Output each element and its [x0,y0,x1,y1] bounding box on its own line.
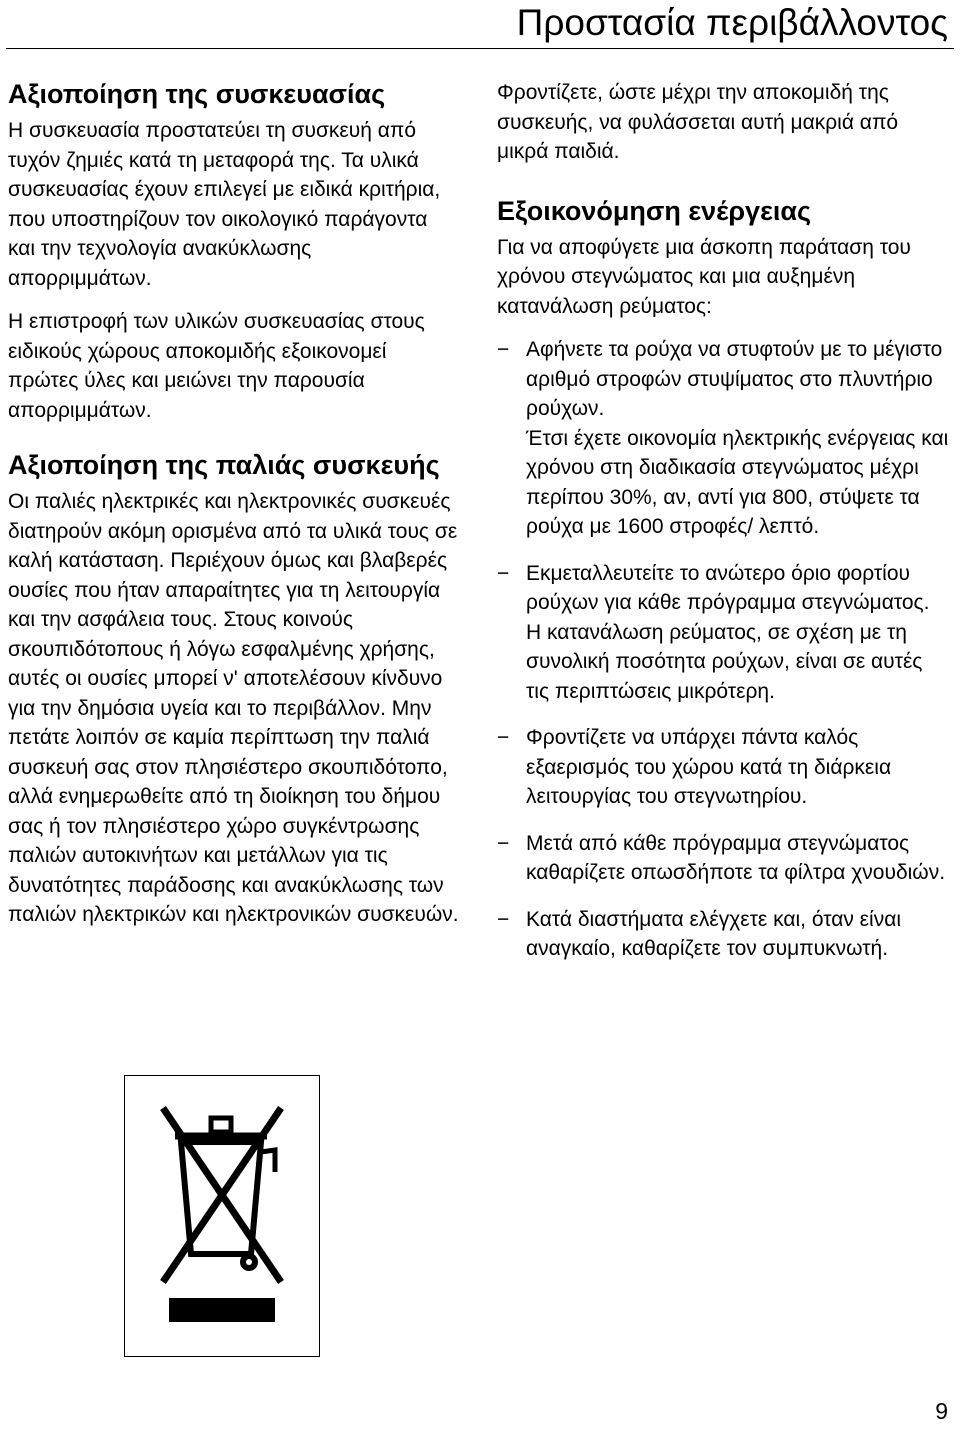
list-item-extra: Έτσι έχετε οικονομία ηλεκτρικής ενέργειας και χρόνου στη διαδικασία στεγνώματος μέχρι περίπου 30%, αν, αντί για 800, στύψετε τα ρούχα με 1600 στροφές/ λεπτό. [526,426,949,538]
dash-bullet: − [497,561,510,585]
dash-bullet: − [497,726,510,749]
energy-saving-heading: Εξοικονόμηση ενέργειας [497,195,812,226]
energy-saving-intro: Για να αποφύγετε μια άσκοπη παράταση του χρόνου στεγνώματος και μια αυξημένη κατανάλωση ρεύματος: [497,235,911,318]
list-item [497,829,949,888]
child-safety-note: Φροντίζετε, ώστε μέχρι την αποκομιδή της συσκευής, να φυλάσσεται αυτή μακριά από μικρά παιδιά. [497,81,899,163]
old-appliance-heading: Αξιοποίηση της παλιάς συσκευής [8,450,440,480]
old-appliance-paragraph: Οι παλιές ηλεκτρικές και ηλεκτρονικές συσκευές διατηρούν ακόμη ορισμένα από τα υλικά τους σε καλή κατάσταση. Περιέχουν όμως και βλαβερές ουσίες που ήταν απαραίτητες για τη λειτουργία και την ασφάλεια τους. Στους κοινούς σκουπιδότοπους ή λόγω εσφαλμένης χρήσης, αυτές οι ουσίες μπορεί ν' αποτελέσουν κίνδυνο για την δημόσια υγεία και το περιβάλλον. Μην πετάτε λοιπόν σε καμία περίπτωση την παλιά συσκευή σας στον πλησιέστερο σκουπιδότοπο, αλλά ενημερωθείτε από τη διοίκηση του δήμου σας ή τον πλησιέστερο χώρο συγκέντρωσης παλιών αυτοκινήτων και μετάλλων για τις δυνατότητες παράδοσης και ανακύκλωσης των παλιών ηλεκτρικών και ηλεκτρονικών συσκευών. [8,490,459,926]
header-divider [6,48,954,49]
left-column [8,78,460,930]
packaging-paragraph-2: Η επιστροφή των υλικών συσκευασίας στους ειδικούς χώρους αποκομιδής εξοικονομεί πρώτες ύλες και μειώνει την παρουσία απορριμμάτων. [8,310,425,422]
page-number: 9 [935,1398,948,1424]
dash-bullet: − [497,907,510,931]
list-item-text: Κατά διαστήματα ελέγχετε και, όταν είναι αναγκαίο, καθαρίζετε τον συμπυκνωτή. [526,907,902,960]
packaging-paragraph-1: Η συσκευασία προστατεύει τη συσκευή από τυχόν ζημιές κατά τη μεταφορά της. Τα υλικά συσκευασίας έχουν επιλεγεί με ειδικά κριτήρια, που υποστηρίζουν τον οικολογικό παράγοντα και την τεχνολογία ανακύκλωσης απορριμμάτων. [8,119,441,290]
list-item [497,335,949,542]
list-item-text: Φροντίζετε να υπάρχει πάντα καλός εξαερισμός του χώρου κατά τη διάρκεια λειτουργίας του στεγνωτηρίου. [526,726,892,808]
packaging-section [8,78,460,425]
list-item-text: Αφήνετε τα ρούχα να στυφτούν με το μέγιστο αριθμό στροφών στυψίματος στο πλυντήριο ρούχων. [526,338,943,420]
right-column [497,78,949,981]
packaging-heading: Αξιοποίηση της συσκευασίας [8,79,386,109]
energy-saving-section [497,195,949,964]
dash-bullet: − [497,831,510,855]
list-item-text: Εκμεταλλευτείτε το ανώτερο όριο φορτίου ρούχων για κάθε πρόγραμμα στεγνώματος. Η κατανάλωση ρεύματος, σε σχέση με τη συνολική ποσότητα ρούχων, είναι σε αυτές τις περιπτώσεις μικρότερη. [526,561,930,703]
list-item-text: Μετά από κάθε πρόγραμμα στεγνώματος καθαρίζετε οπωσδήποτε τα φίλτρα χνουδιών. [526,831,946,884]
energy-tips-list [497,335,949,964]
list-item [497,905,949,964]
list-item [497,559,949,707]
old-appliance-section [8,449,460,930]
crossed-out-wheelie-bin-icon [124,1075,320,1357]
dash-bullet: − [497,338,510,361]
page-title: Προστασία περιβάλλοντος [516,2,948,43]
list-item [497,723,949,812]
